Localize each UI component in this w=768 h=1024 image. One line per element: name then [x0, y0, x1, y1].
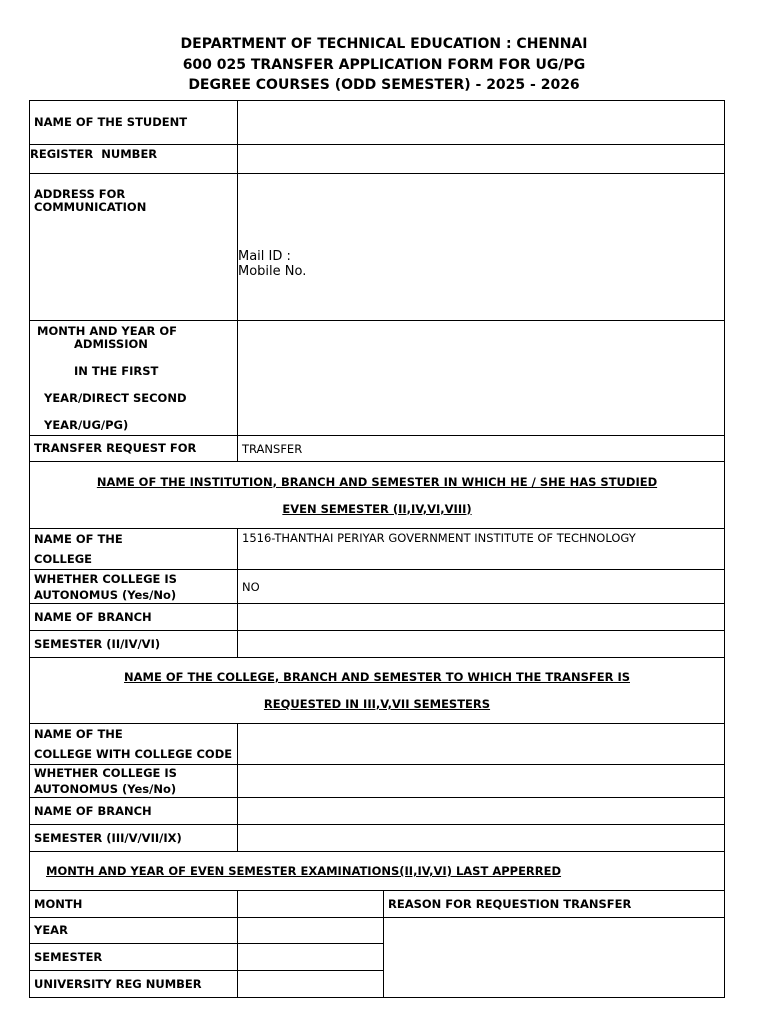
- row-studied-branch: [30, 604, 725, 631]
- row-transfer-request: [30, 436, 725, 462]
- reason-label: REASON FOR REQUESTION TRANSFER: [384, 891, 725, 918]
- requested-autonomous-label-line-1: WHETHER COLLEGE IS: [34, 766, 177, 780]
- studied-autonomous-label-line-1: WHETHER COLLEGE IS: [34, 571, 177, 586]
- row-address: [30, 174, 725, 321]
- studied-college-label-line-2: COLLEGE: [34, 552, 93, 566]
- studied-college-value[interactable]: 1516-THANTHAI PERIYAR GOVERNMENT INSTITUTE OF TECHNOLOGY: [238, 529, 725, 570]
- row-requested-autonomous: [30, 765, 725, 798]
- student-name-label: NAME OF THE STUDENT: [30, 101, 238, 145]
- requested-autonomous-label-line-2: AUTONOMUS (Yes/No): [34, 782, 177, 796]
- reason-field[interactable]: [384, 918, 725, 998]
- mobile-no-label: Mobile No.: [238, 264, 307, 279]
- address-label-line-1: ADDRESS FOR: [34, 187, 126, 201]
- requested-semester-label: SEMESTER (III/V/VII/IX): [30, 825, 238, 852]
- studied-heading-line-1: NAME OF THE INSTITUTION, BRANCH AND SEMESTER IN WHICH HE / SHE HAS STUDIED: [96, 474, 658, 489]
- row-studied-semester: [30, 631, 725, 658]
- requested-college-label-line-2: COLLEGE WITH COLLEGE CODE: [34, 747, 233, 761]
- register-number-label: REGISTER NUMBER: [30, 145, 238, 174]
- student-name-field[interactable]: [238, 101, 725, 145]
- exam-year-label: YEAR: [30, 918, 238, 944]
- studied-semester-label: SEMESTER (II/IV/VI): [30, 631, 238, 658]
- requested-section-heading: [30, 658, 725, 724]
- requested-heading-line-1: NAME OF THE COLLEGE, BRANCH AND SEMESTER TO WHICH THE TRANSFER IS: [124, 670, 630, 684]
- requested-autonomous-field[interactable]: [238, 765, 725, 798]
- exam-month-field[interactable]: [238, 891, 384, 918]
- admission-label-line-5: YEAR/UG/PG): [44, 418, 129, 432]
- row-exam-year: [30, 918, 725, 944]
- admission-label: [30, 321, 238, 436]
- title-line-3: DEGREE COURSES (ODD SEMESTER) - 2025 - 2026: [188, 77, 580, 93]
- row-student-name: [30, 101, 725, 145]
- univ-reg-label: UNIVERSITY REG NUMBER: [30, 971, 238, 998]
- studied-autonomous-value[interactable]: NO: [238, 570, 725, 604]
- row-requested-semester: [30, 825, 725, 852]
- studied-branch-label: NAME OF BRANCH: [30, 604, 238, 631]
- address-label-line-2: COMMUNICATION: [34, 200, 147, 214]
- studied-autonomous-label: [30, 570, 238, 604]
- row-admission: [30, 321, 725, 436]
- admission-field[interactable]: [238, 321, 725, 436]
- studied-branch-field[interactable]: [238, 604, 725, 631]
- admission-label-line-3: IN THE FIRST: [74, 364, 159, 378]
- studied-college-label: [30, 529, 238, 570]
- exam-section-heading: MONTH AND YEAR OF EVEN SEMESTER EXAMINATIONS(II,IV,VI) LAST APPERRED: [30, 852, 725, 891]
- register-number-field[interactable]: [238, 145, 725, 174]
- studied-heading-line-2: EVEN SEMESTER (II,IV,VI,VIII): [282, 501, 472, 516]
- address-field[interactable]: [238, 174, 725, 321]
- exam-year-field[interactable]: [238, 918, 384, 944]
- requested-semester-field[interactable]: [238, 825, 725, 852]
- requested-autonomous-label: [30, 765, 238, 798]
- row-register-number: [30, 145, 725, 174]
- mail-id-label: Mail ID :: [238, 249, 291, 264]
- studied-autonomous-label-line-2: AUTONOMUS (Yes/No): [34, 587, 177, 602]
- row-exam-heading: [30, 852, 725, 891]
- requested-college-label: [30, 724, 238, 765]
- admission-label-line-1: MONTH AND YEAR OF: [37, 324, 177, 338]
- row-studied-college: [30, 529, 725, 570]
- requested-branch-field[interactable]: [238, 798, 725, 825]
- requested-college-label-line-1: NAME OF THE: [34, 727, 123, 741]
- requested-college-field[interactable]: [238, 724, 725, 765]
- requested-heading-line-2: REQUESTED IN III,V,VII SEMESTERS: [263, 697, 491, 711]
- studied-college-label-line-1: NAME OF THE: [34, 532, 123, 546]
- address-label: [30, 174, 238, 321]
- title-line-1: DEPARTMENT OF TECHNICAL EDUCATION : CHENNAI: [180, 36, 588, 52]
- row-requested-heading: [30, 658, 725, 724]
- row-exam-month: [30, 891, 725, 918]
- exam-month-label: MONTH: [30, 891, 238, 918]
- studied-section-heading: [30, 462, 725, 529]
- admission-label-line-2: ADMISSION: [74, 337, 148, 351]
- transfer-request-label: TRANSFER REQUEST FOR: [30, 436, 238, 462]
- studied-semester-field[interactable]: [238, 631, 725, 658]
- title-line-2: 600 025 TRANSFER APPLICATION FORM FOR UG/PG: [182, 56, 586, 73]
- form-title: [0, 34, 768, 96]
- row-studied-autonomous: [30, 570, 725, 604]
- row-studied-heading: [30, 462, 725, 529]
- exam-semester-label: SEMESTER: [30, 944, 238, 971]
- transfer-request-value[interactable]: TRANSFER: [238, 436, 725, 462]
- univ-reg-field[interactable]: [238, 971, 384, 998]
- row-requested-branch: [30, 798, 725, 825]
- transfer-application-table: [29, 100, 725, 998]
- requested-branch-label: NAME OF BRANCH: [30, 798, 238, 825]
- exam-semester-field[interactable]: [238, 944, 384, 971]
- row-requested-college: [30, 724, 725, 765]
- admission-label-line-4: YEAR/DIRECT SECOND: [44, 391, 187, 405]
